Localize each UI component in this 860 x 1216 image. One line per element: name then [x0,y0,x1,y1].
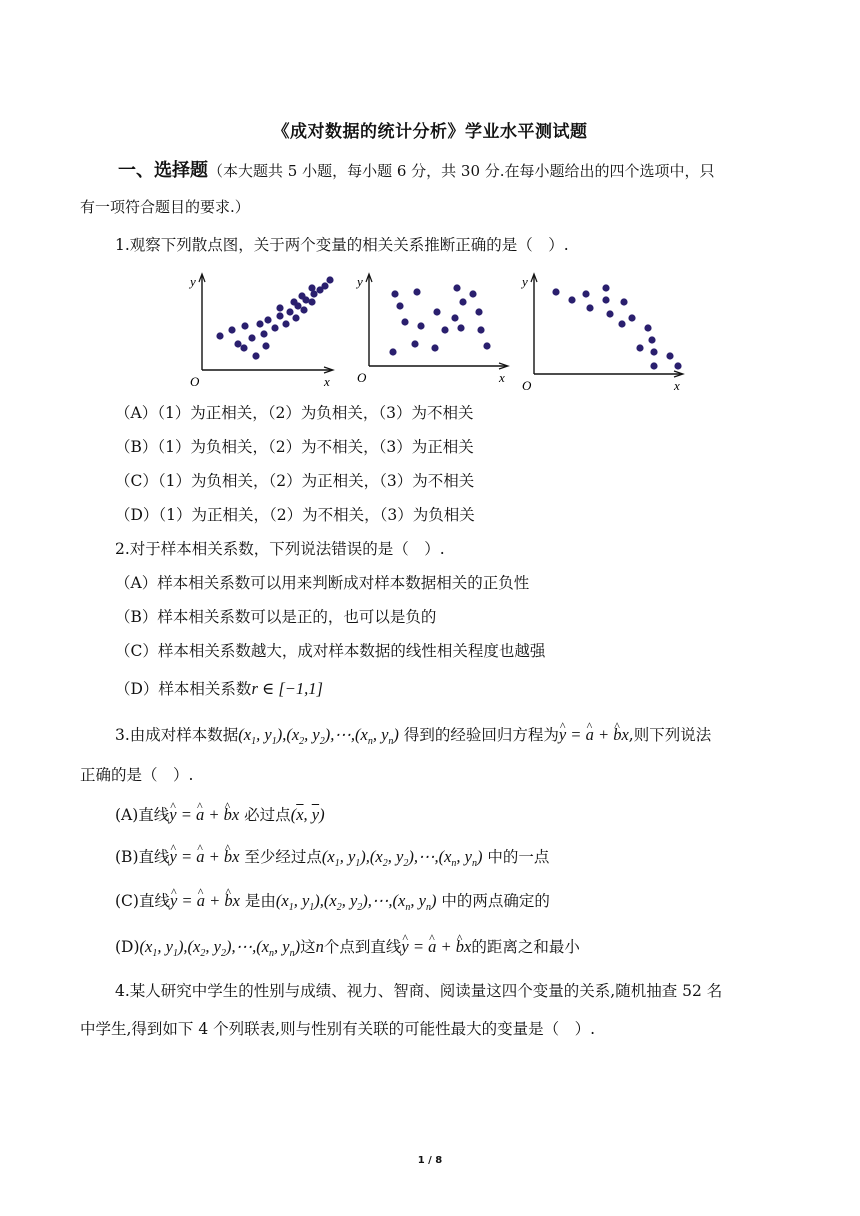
q3-opt-d-3: 个点到直线 [323,938,402,956]
scatter-point [248,334,255,341]
scatter-point [586,304,593,311]
scatter-point [276,312,283,319]
q3-opt-b-eq: ^ y = ^ a + ^ bx [170,847,240,866]
x-axis-label: x [324,374,330,389]
scatter-point [228,326,235,333]
scatter-point [282,320,289,327]
scatter-point [441,326,448,333]
scatter-plots [180,266,700,398]
scatter-point [451,314,458,321]
q2-option-d-math: r ∈ [−1,1] [251,679,323,698]
q3-opt-c-2: 是由 [244,892,276,910]
section-heading: 一、选择题 [118,160,208,181]
scatter-point [582,290,589,297]
q1-option-c: （C）（1）为负相关，（2）为正相关，（3）为不相关 [115,472,475,490]
section-heading-line [118,160,784,182]
q3-opt-a-eq: ^ y = ^ a + ^ bx [169,805,239,824]
scatter-point [256,320,263,327]
scatter-point [326,276,333,283]
q3-stem-b: 得到的经验回归方程为 [403,726,559,744]
scatter-point [264,316,271,323]
origin-label: O [522,378,532,393]
x-axis-label: x [674,378,680,393]
q4-line2: 中学生,得到如下 4 个列联表,则与性别有关联的可能性最大的变量是（ ）. [80,1020,595,1038]
scatter-point [308,298,315,305]
q3-stem-a: 3.由成对样本数据 [115,726,239,744]
q3-data-points: ($x_1$, $y_1),(x_2$, $y_2),\cdots,(x_n$, $y_n$) [238,725,399,747]
scatter-point [628,314,635,321]
scatter-point [618,320,625,327]
scatter-point [241,322,248,329]
scatter-point [234,340,241,347]
scatter-point [606,310,613,317]
scatter-plot-3 [520,266,690,398]
q2-option-a: （A）样本相关系数可以用来判断成对样本数据相关的正负性 [115,574,530,592]
scatter-point [459,298,466,305]
scatter-plot-2 [355,266,515,396]
q3-opt-d-n: n [315,937,324,956]
q2-option-b: （B）样本相关系数可以是正的，也可以是负的 [115,608,437,626]
scatter-point [433,308,440,315]
q3-regression-eq: ^ y = ^ a + ^ bx [559,725,629,744]
scatter-point [602,296,609,303]
q3-opt-b-1: (B)直线 [115,848,170,866]
scatter-point [308,284,315,291]
scatter-point [620,298,627,305]
scatter-point [674,362,681,369]
scatter-point [650,362,657,369]
origin-label: O [357,370,367,385]
q3-option-d [115,936,784,965]
q3-opt-c-eq: ^ y = ^ a + ^ bx [170,891,240,910]
scatter-point [568,296,575,303]
page-number: 1 / 8 [417,1155,443,1166]
q3-opt-c-1: (C)直线 [115,892,170,910]
q1-option-b: （B）（1）为负相关，（2）为不相关，（3）为正相关 [115,438,474,456]
q2-option-d-text: （D）样本相关系数 [115,680,252,698]
scatter-point [216,332,223,339]
origin-label: O [190,374,200,389]
scatter-point [411,340,418,347]
scatter-point [292,314,299,321]
q3-option-b [115,846,784,875]
scatter-point [271,324,278,331]
q1-stem: 1.观察下列散点图，关于两个变量的相关关系推断正确的是（ ）. [115,236,569,254]
scatter-point [262,342,269,349]
scatter-plot-1 [180,266,340,396]
q3-stem-line1 [115,724,784,753]
scatter-point [636,344,643,351]
x-axis-label: x [499,370,505,385]
scatter-point [276,304,283,311]
y-axis-label: y [522,274,528,289]
scatter-point [552,288,559,295]
scatter-point [401,318,408,325]
q3-opt-d-1: (D) [115,938,140,956]
scatter-point [391,290,398,297]
q3-opt-c-points: ($x_1$, $y_1),(x_2$, $y_2),\cdots,(x_n$, $y_n$) [275,891,437,913]
q3-opt-a-point: ($\overline{x}$, $\overline{y}$) [290,805,325,824]
q3-opt-a-1: (A)直线 [115,806,170,824]
scatter-point [602,284,609,291]
scatter-point [389,348,396,355]
scatter-point [417,322,424,329]
scatter-point [286,308,293,315]
scatter-point [298,292,305,299]
scatter-point [644,324,651,331]
scatter-point [650,348,657,355]
scatter-point [260,330,267,337]
y-axis-label: y [357,274,363,289]
q3-opt-c-3: 中的两点确定的 [441,892,550,910]
q3-opt-b-3: 中的一点 [487,848,550,866]
scatter-point [252,352,259,359]
q3-stem-c: ,则下列说法 [628,726,712,744]
scatter-point [431,344,438,351]
scatter-point [240,344,247,351]
scatter-point [457,324,464,331]
q3-option-c [115,890,784,919]
scatter-point [413,288,420,295]
q2-option-c: （C）样本相关系数越大，成对样本数据的线性相关程度也越强 [115,642,546,660]
scatter-point [477,326,484,333]
q2-stem: 2.对于样本相关系数，下列说法错误的是（ ）. [115,540,445,558]
scatter-point [475,308,482,315]
section-note-line2: 有一项符合题目的要求.） [80,198,250,216]
q3-opt-d-eq: ^ y = ^ a + ^ bx [401,937,471,956]
q3-opt-d-2: 这 [300,938,316,956]
scatter-point [666,352,673,359]
q4-line1: 4.某人研究中学生的性别与成绩、视力、智商、阅读量这四个变量的关系,随机抽查 52 名 [115,982,723,1000]
page-title: 《成对数据的统计分析》学业水平测试题 [272,122,588,142]
q2-option-d [115,678,784,700]
scatter-point [396,302,403,309]
q3-option-a [115,804,784,826]
section-note: （本大题共 5 小题，每小题 6 分，共 30 分.在每小题给出的四个选项中，只 [208,162,715,180]
q3-stem-line2: 正确的是（ ）. [80,766,194,784]
q1-option-d: （D）（1）为正相关，（2）为不相关，（3）为负相关 [115,506,475,524]
q1-option-a: （A）（1）为正相关，（2）为负相关，（3）为不相关 [115,404,474,422]
scatter-point [290,298,297,305]
q3-opt-d-4: 的距离之和最小 [471,938,580,956]
scatter-point [453,284,460,291]
q3-opt-a-2: 必过点 [244,806,291,824]
scatter-point [321,282,328,289]
q3-opt-b-2: 至少经过点 [244,848,322,866]
y-axis-label: y [190,274,196,289]
scatter-point [483,342,490,349]
scatter-point [469,290,476,297]
scatter-point [648,336,655,343]
q3-opt-d-points: ($x_1$, $y_1),(x_2$, $y_2),\cdots,(x_n$, $y_n$) [139,937,301,959]
q3-opt-b-points: ($x_1$, $y_1),(x_2$, $y_2),\cdots,(x_n$, $y_n$) [321,847,483,869]
scatter-point [300,306,307,313]
